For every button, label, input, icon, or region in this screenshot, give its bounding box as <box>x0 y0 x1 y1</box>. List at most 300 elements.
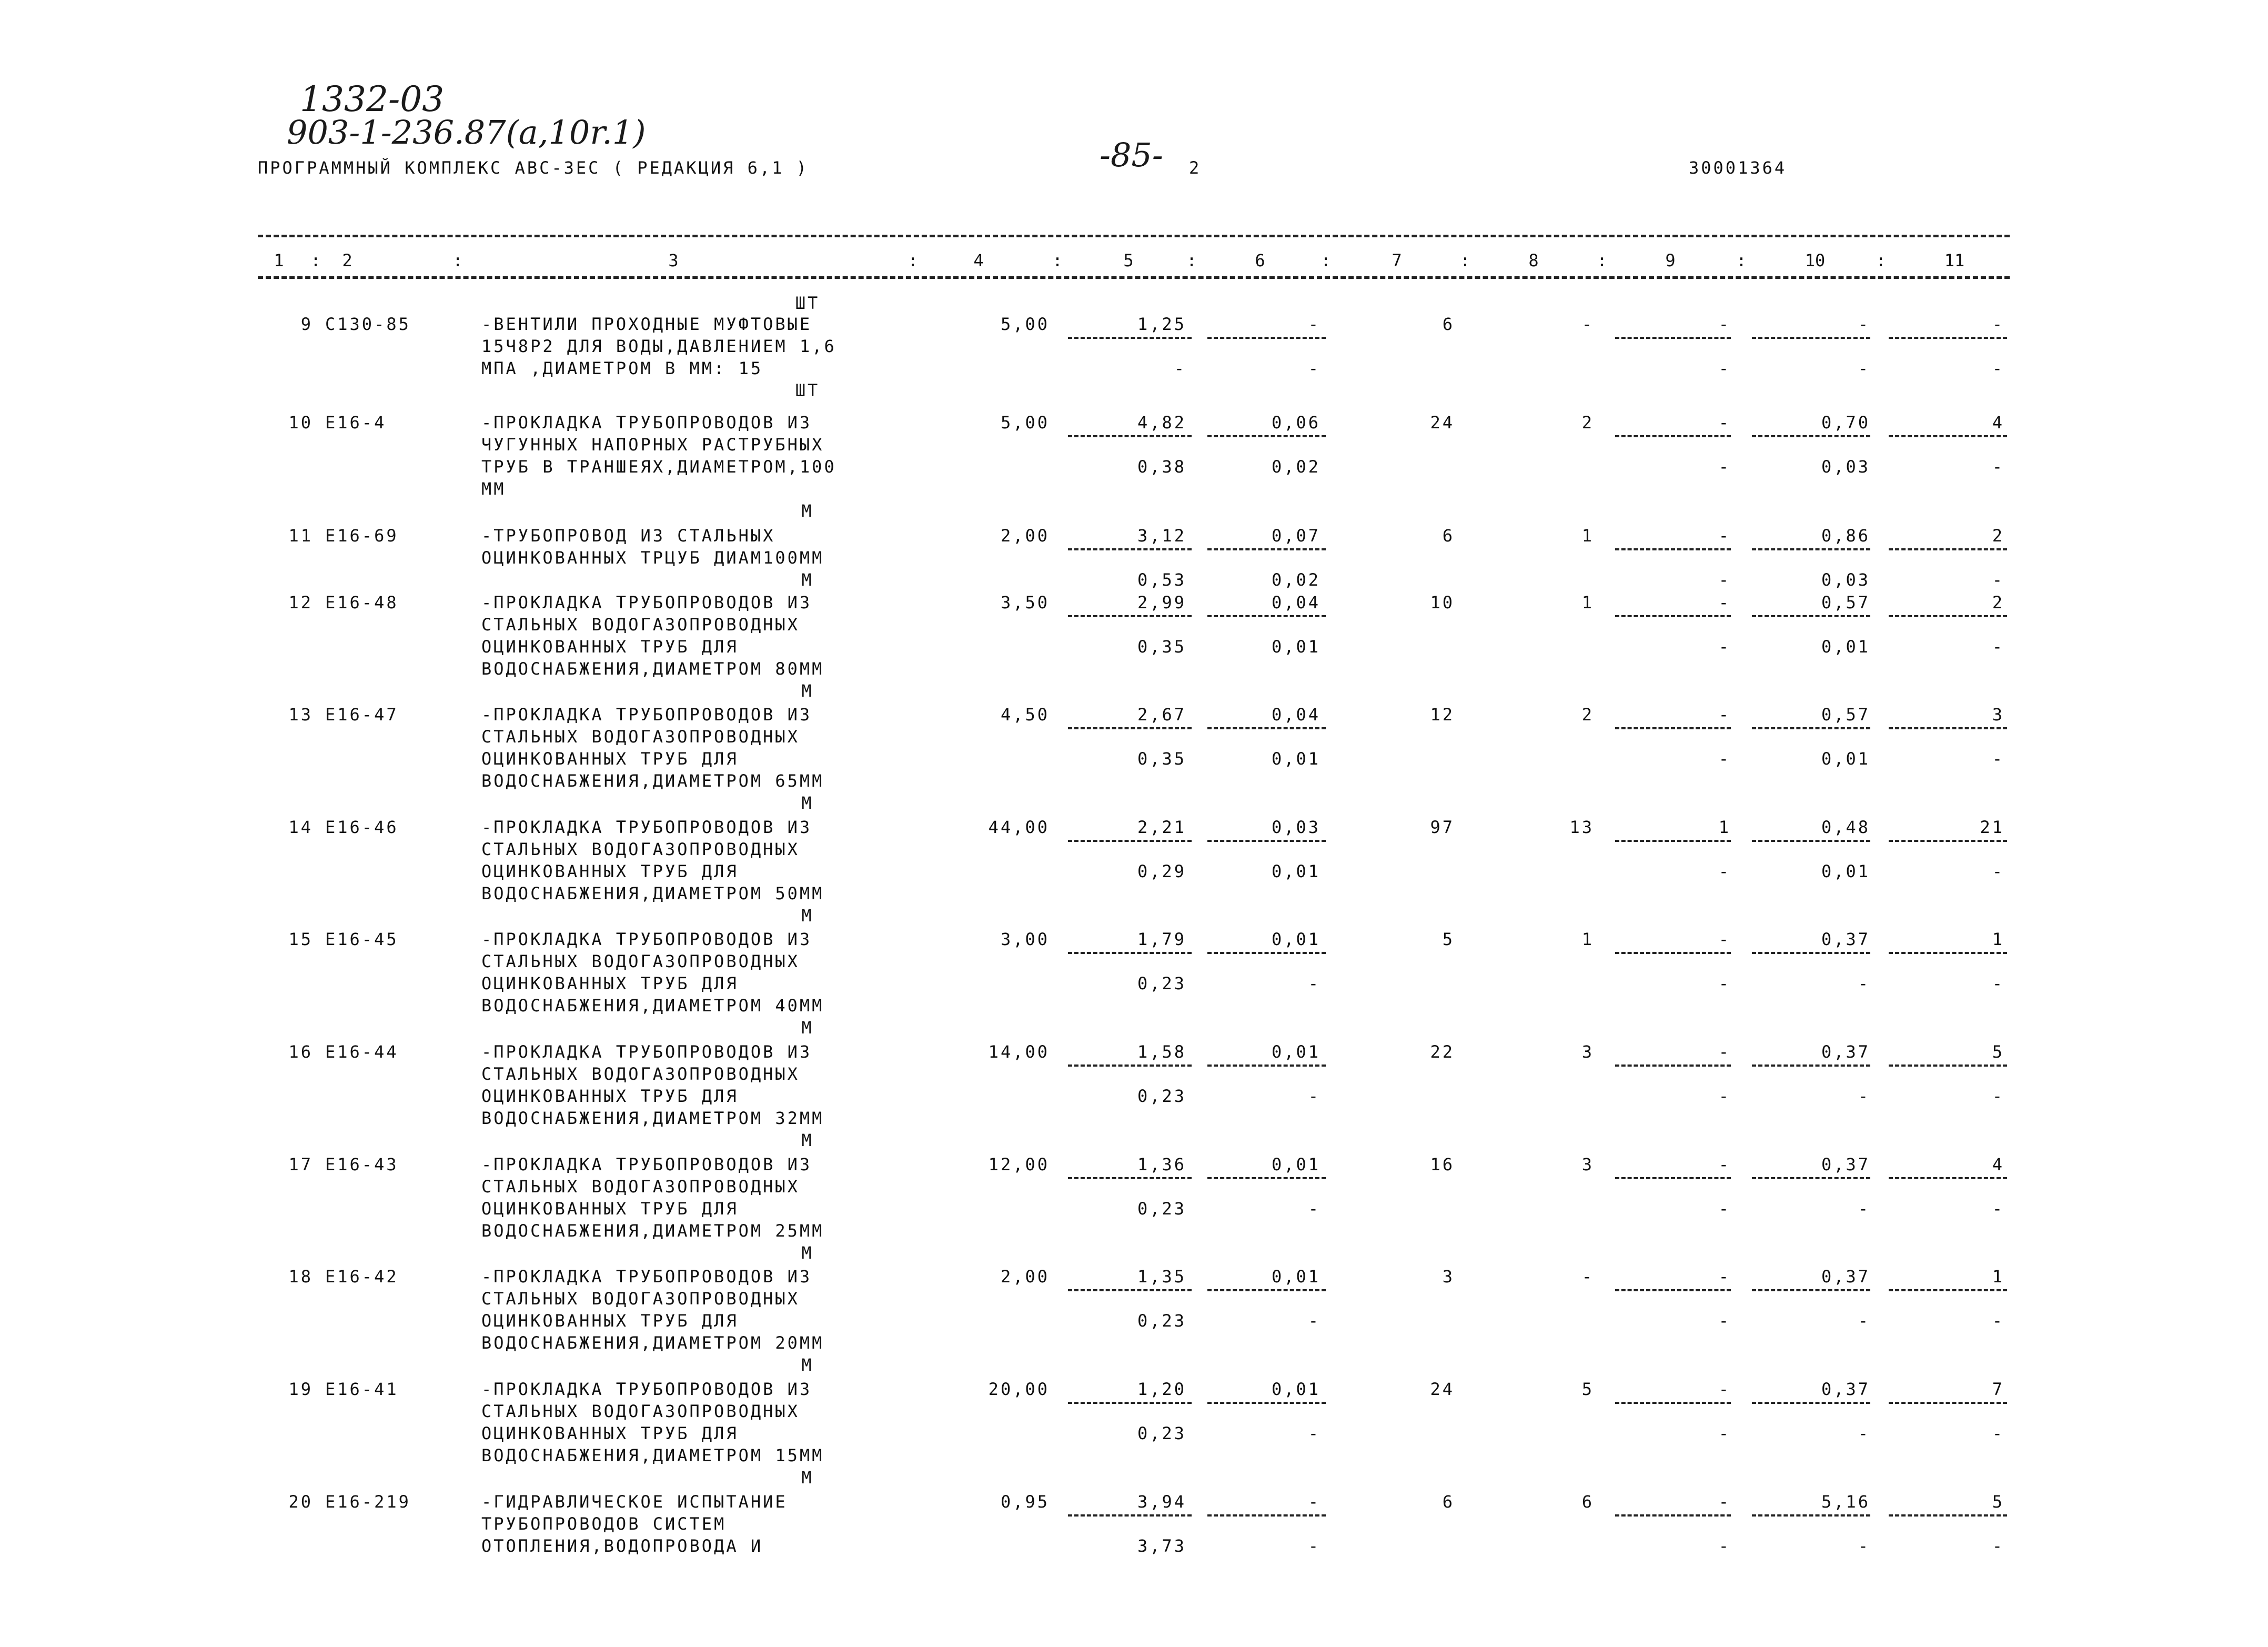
cell-divider <box>1752 615 1870 617</box>
cell-divider <box>1889 615 2007 617</box>
cell-c6: 0,01 <box>1271 1267 1321 1287</box>
row-code: Е16-45 <box>325 929 399 949</box>
handwritten-code-line2: 903-1-236.87(a,10r.1) <box>287 113 646 152</box>
cell-c10: 0,48 <box>1821 817 1870 837</box>
row-unit: М <box>801 1018 814 1038</box>
cell-c6-lower: 0,01 <box>1271 749 1321 769</box>
cell-c9-lower: - <box>1718 1311 1731 1331</box>
cell-divider <box>1207 1402 1326 1404</box>
cell-c5: 4,82 <box>1137 413 1186 433</box>
cell-c11: 4 <box>1992 413 2004 433</box>
program-header: ПРОГРАММНЫЙ КОМПЛЕКС АВС-ЗЕС ( РЕДАКЦИЯ 6,1 ) <box>258 158 809 178</box>
row-description-line: ОЦИНКОВАННЫХ ТРУБ ДЛЯ <box>481 1086 739 1106</box>
cell-c8: 5 <box>1581 1379 1594 1399</box>
row-number: 20 <box>288 1492 313 1512</box>
cell-c7: 3 <box>1442 1267 1455 1287</box>
cell-c10: 0,86 <box>1821 526 1870 546</box>
row-description-line: -ПРОКЛАДКА ТРУБОПРОВОДОВ ИЗ <box>481 1379 812 1399</box>
cell-divider <box>1068 840 1192 842</box>
cell-c5: 3,94 <box>1137 1492 1186 1512</box>
row-description-line: ВОДОСНАБЖЕНИЯ,ДИАМЕТРОМ 25ММ <box>481 1221 824 1241</box>
cell-c4: 2,00 <box>1000 526 1050 546</box>
row-description-line: ЧУГУННЫХ НАПОРНЫХ РАСТРУБНЫХ <box>481 435 824 455</box>
cell-divider <box>1752 337 1870 339</box>
cell-c9-lower: - <box>1718 1536 1731 1556</box>
cell-c9-lower: - <box>1718 749 1731 769</box>
cell-c6-lower: - <box>1308 1199 1321 1219</box>
cell-c11-lower: - <box>1992 358 2004 378</box>
cell-divider <box>1615 337 1731 339</box>
cell-c10-lower: - <box>1858 1536 1870 1556</box>
row-unit: М <box>801 1130 814 1150</box>
cell-c5-lower: 0,38 <box>1137 457 1186 477</box>
cell-c10: 0,37 <box>1821 1042 1870 1062</box>
cell-c10: 0,57 <box>1821 592 1870 612</box>
column-separator: : <box>1052 250 1063 270</box>
table-top-rule <box>258 235 2010 237</box>
cell-c7: 22 <box>1430 1042 1455 1062</box>
cell-c4: 14,00 <box>988 1042 1050 1062</box>
row-description-line: -ТРУБОПРОВОД ИЗ СТАЛЬНЫХ <box>481 526 775 546</box>
cell-divider <box>1615 615 1731 617</box>
row-description-line: -ВЕНТИЛИ ПРОХОДНЫЕ МУФТОВЫЕ <box>481 314 812 334</box>
cell-c9: - <box>1718 1154 1731 1174</box>
cell-c7: 6 <box>1442 1492 1455 1512</box>
cell-c6-lower: - <box>1308 1536 1321 1556</box>
cell-c7: 12 <box>1430 705 1455 725</box>
cell-c10-lower: - <box>1858 358 1870 378</box>
cell-c8: - <box>1581 314 1594 334</box>
row-description-line: -ПРОКЛАДКА ТРУБОПРОВОДОВ ИЗ <box>481 1267 812 1287</box>
cell-c6: 0,01 <box>1271 929 1321 949</box>
row-description-line: ТРУБОПРОВОДОВ СИСТЕМ <box>481 1514 727 1534</box>
cell-c6-lower: - <box>1308 973 1321 993</box>
cell-c9: - <box>1718 314 1731 334</box>
column-header-6: 6 <box>1255 250 1265 270</box>
row-number: 10 <box>288 413 313 433</box>
cell-divider <box>1889 952 2007 954</box>
column-header-11: 11 <box>1944 250 1965 270</box>
cell-c10: 0,70 <box>1821 413 1870 433</box>
column-header-4: 4 <box>973 250 984 270</box>
cell-c9-lower: - <box>1718 457 1731 477</box>
row-code: Е16-41 <box>325 1379 399 1399</box>
cell-c9: - <box>1718 1267 1731 1287</box>
cell-c9-lower: - <box>1718 1423 1731 1443</box>
cell-divider <box>1752 952 1870 954</box>
column-separator: : <box>1876 250 1886 270</box>
cell-c5: 1,58 <box>1137 1042 1186 1062</box>
cell-c11: 2 <box>1992 526 2004 546</box>
cell-c11: 4 <box>1992 1154 2004 1174</box>
cell-c9: - <box>1718 705 1731 725</box>
row-description-line: МПА ,ДИАМЕТРОМ В ММ: 15 <box>481 358 763 378</box>
cell-c8: 1 <box>1581 526 1594 546</box>
cell-c10-lower: 0,01 <box>1821 637 1870 657</box>
cell-c4: 0,95 <box>1000 1492 1050 1512</box>
cell-divider <box>1889 840 2007 842</box>
row-description-line: СТАЛЬНЫХ ВОДОГАЗОПРОВОДНЫХ <box>481 951 800 971</box>
cell-divider <box>1889 435 2007 437</box>
row-description-line: ВОДОСНАБЖЕНИЯ,ДИАМЕТРОМ 50ММ <box>481 883 824 903</box>
cell-c10-lower: 0,01 <box>1821 861 1870 881</box>
column-header-2: 2 <box>342 250 352 270</box>
row-code: Е16-43 <box>325 1154 399 1174</box>
cell-c4: 3,00 <box>1000 929 1050 949</box>
column-separator: : <box>1460 250 1470 270</box>
column-header-10: 10 <box>1805 250 1826 270</box>
row-code: Е16-69 <box>325 526 399 546</box>
row-code: Е16-44 <box>325 1042 399 1062</box>
cell-c10-lower: 0,01 <box>1821 749 1870 769</box>
cell-divider <box>1068 1064 1192 1067</box>
cell-c10-lower: - <box>1858 1311 1870 1331</box>
cell-c6-lower: 0,02 <box>1271 457 1321 477</box>
row-description-line: 15Ч8Р2 ДЛЯ ВОДЫ,ДАВЛЕНИЕМ 1,6 <box>481 336 836 356</box>
cell-divider <box>1068 727 1192 729</box>
row-description-line: -ПРОКЛАДКА ТРУБОПРОВОДОВ ИЗ <box>481 592 812 612</box>
cell-divider <box>1207 727 1326 729</box>
cell-c11-lower: - <box>1992 973 2004 993</box>
cell-c11-lower: - <box>1992 637 2004 657</box>
cell-divider <box>1752 727 1870 729</box>
column-header-9: 9 <box>1665 250 1676 270</box>
handwritten-code-line1: 1332-03 <box>300 79 445 119</box>
cell-c10: 0,37 <box>1821 929 1870 949</box>
column-header-1: 1 <box>274 250 284 270</box>
column-separator: : <box>1597 250 1607 270</box>
document-number: 30001364 <box>1689 158 1787 178</box>
cell-divider <box>1207 952 1326 954</box>
cell-divider <box>1068 615 1192 617</box>
cell-divider <box>1615 1402 1731 1404</box>
cell-c6-lower: - <box>1308 358 1321 378</box>
column-header-7: 7 <box>1392 250 1402 270</box>
row-description-line: -ПРОКЛАДКА ТРУБОПРОВОДОВ ИЗ <box>481 817 812 837</box>
row-description-line: СТАЛЬНЫХ ВОДОГАЗОПРОВОДНЫХ <box>481 1177 800 1197</box>
cell-c5-lower: 0,29 <box>1137 861 1186 881</box>
row-code: Е16-46 <box>325 817 399 837</box>
cell-c10-lower: - <box>1858 1423 1870 1443</box>
cell-c5: 1,79 <box>1137 929 1186 949</box>
row-description-line: ОЦИНКОВАННЫХ ТРУБ ДЛЯ <box>481 1311 739 1331</box>
cell-c4: 20,00 <box>988 1379 1050 1399</box>
cell-c6: 0,03 <box>1271 817 1321 837</box>
cell-c9-lower: - <box>1718 973 1731 993</box>
row-number: 17 <box>288 1154 313 1174</box>
cell-divider <box>1752 1064 1870 1067</box>
cell-divider <box>1207 615 1326 617</box>
cell-c7: 6 <box>1442 314 1455 334</box>
cell-c5: 3,12 <box>1137 526 1186 546</box>
row-unit: ШТ <box>795 380 820 400</box>
cell-c10-lower: - <box>1858 1086 1870 1106</box>
cell-c6-lower: - <box>1308 1311 1321 1331</box>
cell-divider <box>1889 727 2007 729</box>
cell-divider <box>1615 1064 1731 1067</box>
row-description-line: СТАЛЬНЫХ ВОДОГАЗОПРОВОДНЫХ <box>481 1064 800 1084</box>
row-code: Е16-219 <box>325 1492 411 1512</box>
cell-c5-lower: 0,53 <box>1137 570 1186 590</box>
cell-c11-lower: - <box>1992 1311 2004 1331</box>
column-separator: : <box>908 250 918 270</box>
cell-divider <box>1752 1289 1870 1291</box>
column-header-5: 5 <box>1123 250 1134 270</box>
row-description-line: ВОДОСНАБЖЕНИЯ,ДИАМЕТРОМ 15ММ <box>481 1445 824 1465</box>
cell-c10: - <box>1858 314 1870 334</box>
cell-c4: 2,00 <box>1000 1267 1050 1287</box>
unit-label: ШТ <box>795 293 820 313</box>
row-description-line: ВОДОСНАБЖЕНИЯ,ДИАМЕТРОМ 20ММ <box>481 1333 824 1353</box>
cell-c6: 0,07 <box>1271 526 1321 546</box>
cell-divider <box>1752 435 1870 437</box>
cell-c9: 1 <box>1718 817 1731 837</box>
cell-c8: 1 <box>1581 929 1594 949</box>
cell-c5: 1,36 <box>1137 1154 1186 1174</box>
cell-c11: - <box>1992 314 2004 334</box>
row-number: 14 <box>288 817 313 837</box>
cell-c5-lower: - <box>1174 358 1186 378</box>
row-description-line: -ПРОКЛАДКА ТРУБОПРОВОДОВ ИЗ <box>481 413 812 433</box>
column-separator: : <box>1186 250 1197 270</box>
row-number: 16 <box>288 1042 313 1062</box>
cell-divider <box>1889 1514 2007 1517</box>
cell-divider <box>1068 952 1192 954</box>
row-description-line: -ПРОКЛАДКА ТРУБОПРОВОДОВ ИЗ <box>481 1154 812 1174</box>
row-code: С130-85 <box>325 314 411 334</box>
cell-divider <box>1615 1289 1731 1291</box>
cell-c5-lower: 0,23 <box>1137 1199 1186 1219</box>
cell-c11-lower: - <box>1992 1086 2004 1106</box>
cell-c4: 5,00 <box>1000 413 1050 433</box>
cell-c7: 16 <box>1430 1154 1455 1174</box>
cell-c9-lower: - <box>1718 861 1731 881</box>
cell-c8: 1 <box>1581 592 1594 612</box>
row-number: 13 <box>288 705 313 725</box>
cell-c8: 3 <box>1581 1154 1594 1174</box>
cell-c11-lower: - <box>1992 861 2004 881</box>
cell-divider <box>1889 337 2007 339</box>
cell-divider <box>1068 1402 1192 1404</box>
cell-c11: 7 <box>1992 1379 2004 1399</box>
cell-c6-lower: 0,01 <box>1271 637 1321 657</box>
row-description-line: ОЦИНКОВАННЫХ ТРУБ ДЛЯ <box>481 861 739 881</box>
cell-c5-lower: 0,23 <box>1137 973 1186 993</box>
cell-c6: 0,01 <box>1271 1042 1321 1062</box>
cell-divider <box>1207 548 1326 550</box>
cell-c8: 13 <box>1569 817 1594 837</box>
cell-c11: 5 <box>1992 1492 2004 1512</box>
cell-c8: 3 <box>1581 1042 1594 1062</box>
cell-c11-lower: - <box>1992 457 2004 477</box>
cell-c5: 1,35 <box>1137 1267 1186 1287</box>
cell-c11: 1 <box>1992 1267 2004 1287</box>
cell-c9-lower: - <box>1718 1086 1731 1106</box>
cell-c8: 2 <box>1581 413 1594 433</box>
column-header-3: 3 <box>668 250 679 270</box>
row-description-line: ОЦИНКОВАННЫХ ТРУБ ДЛЯ <box>481 973 739 993</box>
cell-c9-lower: - <box>1718 570 1731 590</box>
column-separator: : <box>1736 250 1747 270</box>
cell-c6: 0,01 <box>1271 1154 1321 1174</box>
cell-c5-lower: 0,23 <box>1137 1423 1186 1443</box>
cell-c5-lower: 0,23 <box>1137 1086 1186 1106</box>
row-description-line: -ПРОКЛАДКА ТРУБОПРОВОДОВ ИЗ <box>481 929 812 949</box>
cell-c10-lower: - <box>1858 1199 1870 1219</box>
cell-c7: 10 <box>1430 592 1455 612</box>
cell-c4: 5,00 <box>1000 314 1050 334</box>
cell-divider <box>1207 435 1326 437</box>
row-description-line: -ПРОКЛАДКА ТРУБОПРОВОДОВ ИЗ <box>481 705 812 725</box>
row-description-line: СТАЛЬНЫХ ВОДОГАЗОПРОВОДНЫХ <box>481 1401 800 1421</box>
column-separator: : <box>1321 250 1331 270</box>
cell-c6: - <box>1308 1492 1321 1512</box>
row-description-line: -ГИДРАВЛИЧЕСКОЕ ИСПЫТАНИЕ <box>481 1492 788 1512</box>
cell-divider <box>1207 1064 1326 1067</box>
cell-divider <box>1207 1514 1326 1517</box>
cell-c7: 24 <box>1430 1379 1455 1399</box>
row-description-line: -ПРОКЛАДКА ТРУБОПРОВОДОВ ИЗ <box>481 1042 812 1062</box>
row-unit: М <box>801 1468 814 1488</box>
cell-c5: 1,20 <box>1137 1379 1186 1399</box>
cell-c4: 44,00 <box>988 817 1050 837</box>
row-code: Е16-47 <box>325 705 399 725</box>
cell-c9: - <box>1718 592 1731 612</box>
cell-c9: - <box>1718 1492 1731 1512</box>
row-description-line: СТАЛЬНЫХ ВОДОГАЗОПРОВОДНЫХ <box>481 839 800 859</box>
row-unit: М <box>801 501 814 521</box>
row-description-line: ОЦИНКОВАННЫХ ТРЦУБ ДИАМ100ММ <box>481 548 824 568</box>
row-description-line: СТАЛЬНЫХ ВОДОГАЗОПРОВОДНЫХ <box>481 615 800 635</box>
cell-c11: 3 <box>1992 705 2004 725</box>
cell-c6: 0,01 <box>1271 1379 1321 1399</box>
row-description-line: ОЦИНКОВАННЫХ ТРУБ ДЛЯ <box>481 637 739 657</box>
cell-c10-lower: 0,03 <box>1821 457 1870 477</box>
cell-c10: 0,57 <box>1821 705 1870 725</box>
cell-divider <box>1889 1402 2007 1404</box>
row-description-line: ТРУБ В ТРАНШЕЯХ,ДИАМЕТРОМ,100 <box>481 457 836 477</box>
cell-c9: - <box>1718 929 1731 949</box>
table-header-rule <box>258 276 2010 279</box>
row-unit: М <box>801 1355 814 1375</box>
column-header-8: 8 <box>1528 250 1539 270</box>
cell-c10: 0,37 <box>1821 1379 1870 1399</box>
row-description-line: ОЦИНКОВАННЫХ ТРУБ ДЛЯ <box>481 749 739 769</box>
cell-divider <box>1889 1289 2007 1291</box>
cell-c4: 12,00 <box>988 1154 1050 1174</box>
column-separator: : <box>452 250 463 270</box>
row-unit: М <box>801 793 814 813</box>
cell-c9: - <box>1718 526 1731 546</box>
cell-c5: 1,25 <box>1137 314 1186 334</box>
cell-divider <box>1889 1177 2007 1179</box>
cell-c11: 1 <box>1992 929 2004 949</box>
row-number: 9 <box>300 314 313 334</box>
cell-divider <box>1615 1177 1731 1179</box>
cell-c10: 0,37 <box>1821 1267 1870 1287</box>
cell-c8: - <box>1581 1267 1594 1287</box>
cell-divider <box>1068 548 1192 550</box>
cell-c4: 3,50 <box>1000 592 1050 612</box>
row-description-line: ВОДОСНАБЖЕНИЯ,ДИАМЕТРОМ 80ММ <box>481 659 824 679</box>
cell-divider <box>1889 1064 2007 1067</box>
cell-c6-lower: 0,02 <box>1271 570 1321 590</box>
row-description-line: ОЦИНКОВАННЫХ ТРУБ ДЛЯ <box>481 1423 739 1443</box>
cell-c6: - <box>1308 314 1321 334</box>
row-unit: М <box>801 681 814 701</box>
cell-c7: 24 <box>1430 413 1455 433</box>
cell-c7: 97 <box>1430 817 1455 837</box>
cell-c9: - <box>1718 413 1731 433</box>
cell-divider <box>1889 548 2007 550</box>
cell-c5-lower: 3,73 <box>1137 1536 1186 1556</box>
cell-c10-lower: 0,03 <box>1821 570 1870 590</box>
cell-c10: 0,37 <box>1821 1154 1870 1174</box>
cell-c4: 4,50 <box>1000 705 1050 725</box>
handwritten-page-number: -85- <box>1100 136 1163 174</box>
row-description-line: ВОДОСНАБЖЕНИЯ,ДИАМЕТРОМ 40ММ <box>481 996 824 1016</box>
cell-c8: 6 <box>1581 1492 1594 1512</box>
cell-c9: - <box>1718 1379 1731 1399</box>
cell-c5: 2,67 <box>1137 705 1186 725</box>
row-code: Е16-48 <box>325 592 399 612</box>
row-description-line: СТАЛЬНЫХ ВОДОГАЗОПРОВОДНЫХ <box>481 1289 800 1309</box>
cell-divider <box>1207 337 1326 339</box>
cell-divider <box>1207 840 1326 842</box>
cell-c11: 21 <box>1980 817 2004 837</box>
cell-divider <box>1752 1514 1870 1517</box>
cell-c5-lower: 0,35 <box>1137 749 1186 769</box>
row-description-line: ВОДОСНАБЖЕНИЯ,ДИАМЕТРОМ 32ММ <box>481 1108 824 1128</box>
cell-c6-lower: - <box>1308 1423 1321 1443</box>
cell-c9-lower: - <box>1718 1199 1731 1219</box>
row-unit: М <box>801 1243 814 1263</box>
cell-c9-lower: - <box>1718 637 1731 657</box>
page-suffix: 2 <box>1189 158 1202 178</box>
cell-c9-lower: - <box>1718 358 1731 378</box>
row-description-line: ОЦИНКОВАННЫХ ТРУБ ДЛЯ <box>481 1199 739 1219</box>
row-number: 18 <box>288 1267 313 1287</box>
row-description-line: ОТОПЛЕНИЯ,ВОДОПРОВОДА И <box>481 1536 763 1556</box>
row-unit: М <box>801 570 814 590</box>
cell-divider <box>1068 435 1192 437</box>
cell-divider <box>1752 548 1870 550</box>
cell-divider <box>1068 1289 1192 1291</box>
cell-c5-lower: 0,23 <box>1137 1311 1186 1331</box>
cell-c6: 0,04 <box>1271 592 1321 612</box>
row-description-line: ВОДОСНАБЖЕНИЯ,ДИАМЕТРОМ 65ММ <box>481 771 824 791</box>
row-number: 15 <box>288 929 313 949</box>
cell-divider <box>1615 840 1731 842</box>
cell-divider <box>1615 548 1731 550</box>
cell-c10-lower: - <box>1858 973 1870 993</box>
cell-c9: - <box>1718 1042 1731 1062</box>
cell-c6-lower: 0,01 <box>1271 861 1321 881</box>
cell-divider <box>1752 1402 1870 1404</box>
cell-c11-lower: - <box>1992 1423 2004 1443</box>
cell-divider <box>1752 840 1870 842</box>
cell-divider <box>1207 1177 1326 1179</box>
cell-divider <box>1068 1177 1192 1179</box>
cell-c11: 2 <box>1992 592 2004 612</box>
row-description-line: ММ <box>481 479 506 499</box>
cell-divider <box>1615 435 1731 437</box>
row-number: 19 <box>288 1379 313 1399</box>
cell-c6-lower: - <box>1308 1086 1321 1106</box>
cell-c6: 0,06 <box>1271 413 1321 433</box>
row-code: Е16-42 <box>325 1267 399 1287</box>
cell-c11-lower: - <box>1992 570 2004 590</box>
